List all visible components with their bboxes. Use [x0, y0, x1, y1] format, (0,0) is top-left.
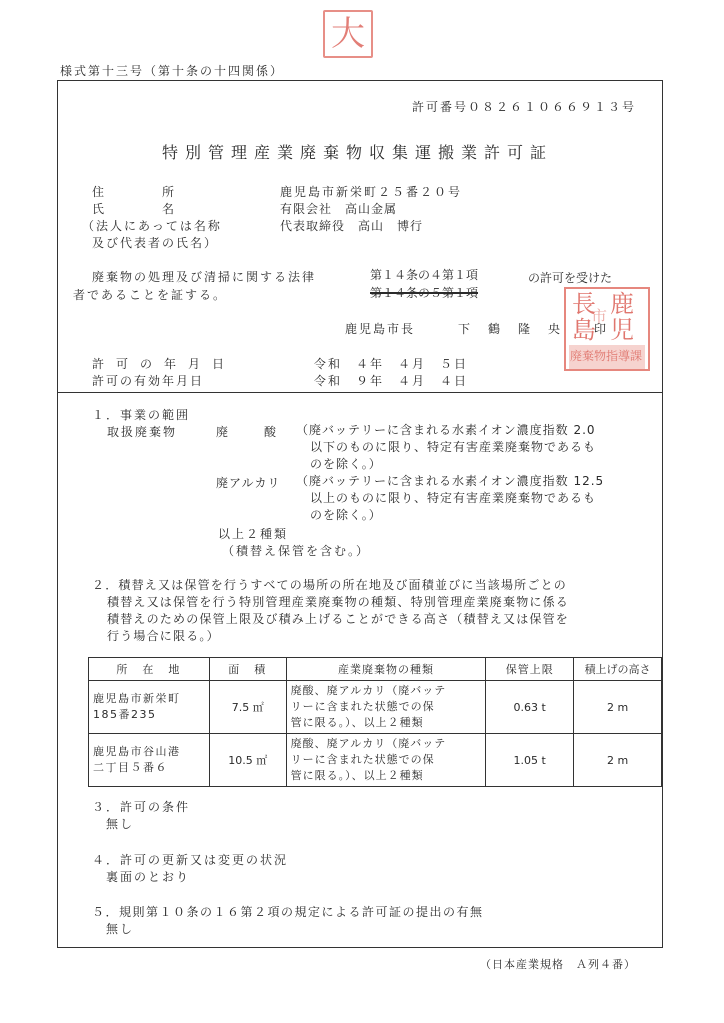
type-line: 管に限る。）、以上２種類	[290, 769, 424, 782]
section5-body: 無し	[106, 922, 135, 936]
alkali-label: 廃アルカリ	[216, 476, 281, 490]
table-header-row	[89, 658, 662, 681]
handled-label: 取扱廃棄物	[107, 425, 178, 439]
footer-standard: （日本産業規格 Ａ列４番）	[480, 958, 636, 971]
acid-desc-1: （廃バッテリーに含まれる水素イオン濃度指数 2.0	[296, 423, 596, 437]
seal-char: 島	[572, 316, 596, 344]
table-row	[89, 734, 662, 787]
section4-body: 裏面のとおり	[106, 870, 191, 884]
section2-line4: 行う場合に限る。）	[107, 629, 220, 643]
acid-desc-2: 以下のものに限り、特定有害産業廃棄物であるも	[310, 440, 597, 454]
cell-area: 7.5 ㎡	[209, 681, 286, 734]
location-line: 鹿児島市谷山港	[93, 745, 181, 758]
corp-note-1: （法人にあっては名称	[82, 219, 222, 233]
type-line: 廃酸、廃アルカリ（廃バッテ	[290, 737, 447, 750]
col-stack-height: 積上げの高さ	[574, 658, 662, 681]
alkali-desc-1: （廃バッテリーに含まれる水素イオン濃度指数 12.5	[296, 474, 605, 488]
name-label: 氏 名	[92, 202, 177, 216]
transfer-note: （積替え保管を含む。）	[222, 544, 371, 558]
city-seal	[564, 287, 650, 371]
name-value: 有限会社 高山金属	[280, 202, 398, 216]
cell-storage-limit: 1.05 t	[486, 734, 574, 787]
section4-heading: ４．許可の更新又は変更の状況	[92, 853, 289, 867]
section2-line2: 積替え又は保管を行う特別管理産業廃棄物の種類、特別管理産業廃棄物に係る	[107, 595, 570, 609]
acid-label: 廃 酸	[216, 425, 277, 439]
type-line: リーに含まれた状態での保	[290, 700, 435, 713]
cell-stack-height: 2 m	[574, 681, 662, 734]
cell-stack-height: 2 m	[574, 734, 662, 787]
col-storage-limit: 保管上限	[486, 658, 574, 681]
table-row	[89, 681, 662, 734]
seal-char: 児	[610, 316, 634, 344]
section5-heading: ５．規則第１０条の１６第２項の規定による許可証の提出の有無	[92, 905, 484, 919]
address-value: 鹿児島市新栄町２５番２０号	[280, 185, 463, 199]
section1-heading: １．事業の範囲	[92, 408, 191, 422]
seal-char: 鹿	[610, 290, 634, 318]
type-line: リーに含まれた状態での保	[290, 753, 435, 766]
cell-waste-type	[286, 734, 486, 787]
permit-date-label: 許 可 の 年 月 日	[92, 357, 225, 371]
cell-location	[89, 681, 210, 734]
seal-char: 市	[591, 307, 608, 326]
page-title: 特別管理産業廃棄物収集運搬業許可証	[162, 143, 554, 162]
top-red-stamp	[323, 10, 373, 58]
total-types: 以上２種類	[218, 527, 289, 541]
cert-line2: 者であることを証する。	[73, 288, 228, 302]
col-location: 所 在 地	[89, 658, 210, 681]
alkali-desc-2: 以上のものに限り、特定有害産業廃棄物であるも	[310, 491, 597, 505]
valid-date-label: 許可の有効年月日	[92, 374, 205, 388]
location-line: 185番235	[93, 708, 157, 721]
alkali-desc-3: のを除く。）	[310, 508, 382, 522]
cell-area: 10.5 ㎡	[209, 734, 286, 787]
type-line: 廃酸、廃アルカリ（廃バッテ	[290, 684, 447, 697]
address-label: 住 所	[92, 185, 177, 199]
issuer-seal-char: 印	[594, 322, 607, 336]
permit-date-value: 令和 ４年 ４月 ５日	[314, 357, 469, 371]
issuer-title: 鹿児島市長	[345, 322, 416, 336]
issuer-name: 下 鶴 隆 央	[458, 322, 564, 336]
section-divider	[57, 392, 663, 393]
seal-char: 長	[572, 290, 596, 318]
section2-line3: 積替えのための保管上限及び積み上げることができる高さ（積替え又は保管を	[107, 612, 570, 626]
section3-heading: ３．許可の条件	[92, 800, 191, 814]
valid-date-value: 令和 ９年 ４月 ４日	[314, 374, 469, 388]
cell-waste-type	[286, 681, 486, 734]
representative: 代表取締役 高山 博行	[280, 219, 424, 233]
cell-location	[89, 734, 210, 787]
cert-suffix: の許可を受けた	[528, 271, 613, 285]
storage-table	[88, 657, 662, 787]
stamp-char: 大	[331, 14, 365, 54]
type-line: 管に限る。）、以上２種類	[290, 716, 424, 729]
seal-bottom-text: 廃棄物指導課	[570, 349, 643, 363]
corp-note-2: 及び代表者の氏名）	[92, 236, 219, 250]
cert-line1: 廃棄物の処理及び清掃に関する法律	[92, 270, 317, 284]
location-line: 二丁目５番６	[93, 761, 168, 774]
acid-desc-3: のを除く。）	[310, 457, 382, 471]
section2-line1: ２．積替え又は保管を行うすべての場所の所在地及び面積並びに当該場所ごとの	[92, 578, 567, 592]
form-label: 様式第十三号（第十条の十四関係）	[60, 64, 285, 78]
article-1: 第１４条の４第１項	[370, 268, 479, 282]
article-2-struck: 第１４条の５第１項	[370, 286, 479, 300]
permit-number: 許可番号０８２６１０６６９１３号	[412, 100, 637, 114]
col-waste-type: 産業廃棄物の種類	[286, 658, 486, 681]
section3-body: 無し	[106, 817, 135, 831]
cell-storage-limit: 0.63 t	[486, 681, 574, 734]
col-area: 面 積	[209, 658, 286, 681]
location-line: 鹿児島市新栄町	[93, 692, 181, 705]
